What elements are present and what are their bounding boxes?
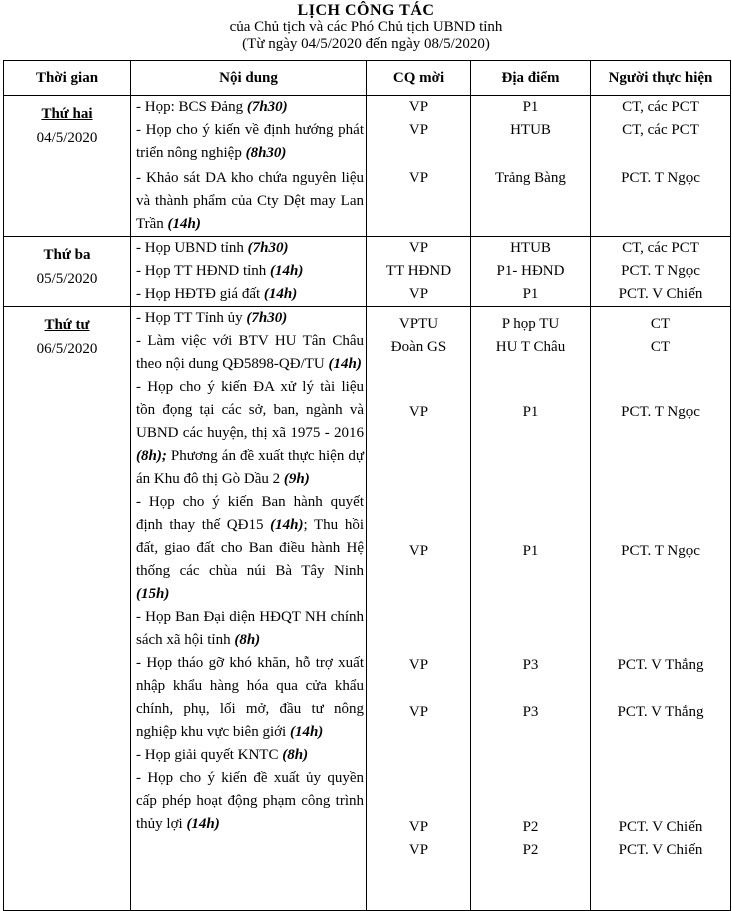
column-header: Thời gian (4, 61, 131, 96)
list-item: - Họp UBND tỉnh (7h30) (136, 240, 289, 256)
list-item: - Họp: BCS Đảng (7h30) (136, 99, 288, 115)
column-header: Nội dung (131, 61, 367, 96)
day-date: 06/5/2020 (36, 341, 98, 357)
cq-cell: VP VP VP (367, 96, 471, 237)
column-header: Địa điểm (471, 61, 591, 96)
document-title: LỊCH CÔNG TÁC (297, 2, 435, 19)
list-item: - Họp Ban Đại diện HĐQT NH chính sách xã hội tỉnh (8h) (136, 609, 364, 648)
table-header-row (4, 61, 731, 96)
table-row (4, 237, 731, 307)
column-header: CQ mời (367, 61, 471, 96)
table-row (4, 307, 731, 911)
day-name: Thứ ba (43, 247, 91, 263)
list-item: - Họp tháo gỡ khó khăn, hỗ trợ xuất nhập khẩu hàng hóa qua cửa khẩu chính, phụ, lối mở, đầu tư nông nghiệp khu vực biên giới (14h) (136, 655, 364, 740)
content-cell (131, 237, 367, 307)
list-item: - Họp TT HĐND tỉnh (14h) (136, 263, 304, 279)
table-row (4, 96, 731, 237)
place-cell: P họp TU HU T Châu P1 P1 P3 P3 P2 P2 (471, 307, 591, 911)
list-item: - Họp cho ý kiến về định hướng phát triển nông nghiệp (8h30) (136, 122, 364, 161)
list-item: - Họp HĐTĐ giá đất (14h) (136, 286, 298, 302)
content-cell (131, 307, 367, 911)
place-cell: HTUB P1- HĐND P1 (471, 237, 591, 307)
list-item: - Họp cho ý kiến ĐA xử lý tài liệu tồn đọng tại các sở, ban, ngành và UBND các huyện, thị xã 1975 - 2016 (8h); Phương án đề xuất thực hiện dự án Khu đô thị Gò Dầu 2 (9h) (136, 379, 364, 487)
who-cell: CT, các PCT PCT. T Ngọc PCT. V Chiến (591, 237, 731, 307)
content-cell (131, 96, 367, 237)
day-date: 05/5/2020 (36, 271, 98, 287)
list-item: - Họp giải quyết KNTC (8h) (136, 747, 309, 763)
day-cell (4, 237, 131, 307)
list-item: - Họp cho ý kiến Ban hành quyết định thay thế QĐ15 (14h); Thu hồi đất, giao đất cho Ban điều hành Hệ thống các chùa núi Bà Tây Ninh (15h) (136, 494, 364, 602)
day-date: 04/5/2020 (36, 130, 98, 146)
place-cell: P1 HTUB Trảng Bàng (471, 96, 591, 237)
list-item: - Họp cho ý kiến đề xuất ủy quyền cấp phép hoạt động phạm công trình thủy lợi (14h) (136, 770, 364, 832)
date-range: (Từ ngày 04/5/2020 đến ngày 08/5/2020) (242, 36, 490, 52)
list-item: - Khảo sát DA kho chứa nguyên liệu và thành phẩm của Cty Dệt may Lan Trần (14h) (136, 170, 364, 232)
who-cell: CT, các PCT CT, các PCT PCT. T Ngọc (591, 96, 731, 237)
cq-cell: VP TT HĐND VP (367, 237, 471, 307)
document-header (0, 0, 732, 53)
day-cell (4, 307, 131, 911)
schedule-table (3, 60, 731, 911)
day-cell (4, 96, 131, 237)
list-item: - Họp TT Tỉnh ủy (7h30) (136, 310, 288, 326)
who-cell: CT CT PCT. T Ngọc PCT. T Ngọc PCT. V Thắng PCT. V Thắng PCT. V Chiến PCT. V Chiến (591, 307, 731, 911)
column-header: Người thực hiện (591, 61, 731, 96)
day-name: Thứ hai (41, 106, 93, 122)
day-name: Thứ tư (44, 317, 90, 333)
list-item: - Làm việc với BTV HU Tân Châu theo nội dung QĐ5898-QĐ/TU (14h) (136, 333, 364, 372)
document-subtitle: của Chủ tịch và các Phó Chủ tịch UBND tỉnh (229, 19, 503, 35)
cq-cell: VPTU Đoàn GS VP VP VP VP VP VP (367, 307, 471, 911)
